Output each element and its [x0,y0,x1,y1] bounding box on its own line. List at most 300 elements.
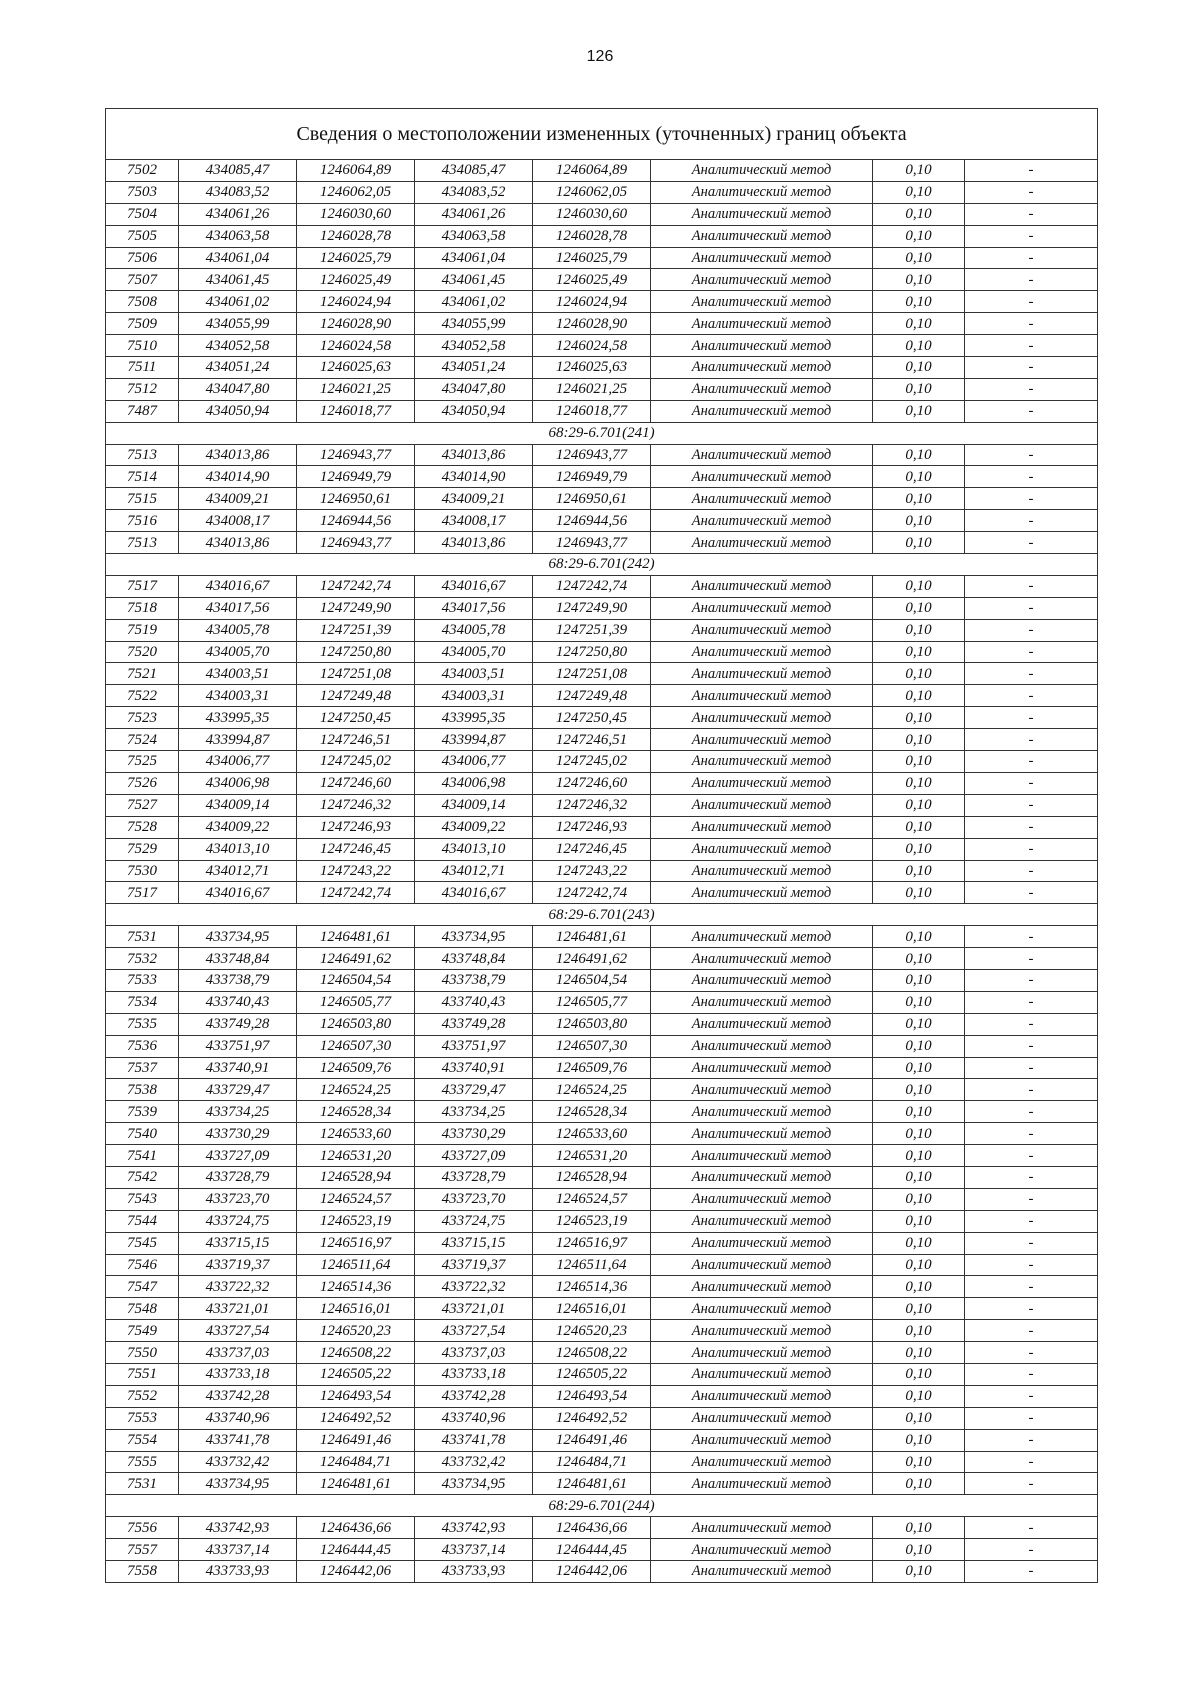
page-number: 126 [586,48,614,65]
y-new-cell: 1246484,71 [533,1451,651,1473]
table-row [106,575,1098,597]
y-old-cell: 1246024,94 [297,291,415,313]
accuracy-cell: 0,10 [873,1210,965,1232]
y-new-cell: 1246509,76 [533,1057,651,1079]
method-cell: Аналитический метод [651,707,873,729]
method-cell: Аналитический метод [651,685,873,707]
method-cell: Аналитический метод [651,663,873,685]
method-cell: Аналитический метод [651,488,873,510]
accuracy-cell: 0,10 [873,378,965,400]
accuracy-cell: 0,10 [873,1145,965,1167]
method-cell: Аналитический метод [651,181,873,203]
y-old-cell: 1246436,66 [297,1517,415,1539]
y-new-cell: 1246028,90 [533,313,651,335]
note-cell: - [965,816,1098,838]
accuracy-cell: 0,10 [873,291,965,313]
group-header-row [106,1495,1098,1517]
note-cell: - [965,269,1098,291]
method-cell: Аналитический метод [651,291,873,313]
point-number-cell: 7513 [106,444,179,466]
table-row [106,1232,1098,1254]
note-cell: - [965,729,1098,751]
accuracy-cell: 0,10 [873,181,965,203]
point-number-cell: 7556 [106,1517,179,1539]
note-cell: - [965,1276,1098,1298]
table-row [106,1429,1098,1451]
x-new-cell: 433719,37 [415,1254,533,1276]
accuracy-cell: 0,10 [873,510,965,532]
point-number-cell: 7517 [106,575,179,597]
x-new-cell: 433733,93 [415,1561,533,1583]
note-cell: - [965,1561,1098,1583]
y-old-cell: 1246524,57 [297,1188,415,1210]
y-old-cell: 1247245,02 [297,751,415,773]
x-new-cell: 434008,17 [415,510,533,532]
accuracy-cell: 0,10 [873,1123,965,1145]
y-old-cell: 1246028,78 [297,225,415,247]
table-row [106,882,1098,904]
x-new-cell: 433724,75 [415,1210,533,1232]
accuracy-cell: 0,10 [873,772,965,794]
x-old-cell: 433734,25 [179,1101,297,1123]
group-label: 68:29-6.701(243) [106,904,1098,926]
accuracy-cell: 0,10 [873,1232,965,1254]
table-row [106,641,1098,663]
y-new-cell: 1247246,93 [533,816,651,838]
point-number-cell: 7502 [106,160,179,182]
note-cell: - [965,838,1098,860]
x-new-cell: 433734,95 [415,926,533,948]
x-new-cell: 434009,21 [415,488,533,510]
method-cell: Аналитический метод [651,1363,873,1385]
y-old-cell: 1246509,76 [297,1057,415,1079]
method-cell: Аналитический метод [651,357,873,379]
y-new-cell: 1247246,32 [533,794,651,816]
note-cell: - [965,772,1098,794]
y-new-cell: 1246943,77 [533,444,651,466]
y-old-cell: 1246950,61 [297,488,415,510]
note-cell: - [965,335,1098,357]
x-old-cell: 434006,77 [179,751,297,773]
point-number-cell: 7507 [106,269,179,291]
y-new-cell: 1246516,97 [533,1232,651,1254]
method-cell: Аналитический метод [651,378,873,400]
accuracy-cell: 0,10 [873,882,965,904]
x-old-cell: 433740,96 [179,1407,297,1429]
accuracy-cell: 0,10 [873,969,965,991]
y-old-cell: 1246507,30 [297,1035,415,1057]
x-new-cell: 434047,80 [415,378,533,400]
y-new-cell: 1246504,54 [533,969,651,991]
x-new-cell: 433741,78 [415,1429,533,1451]
x-old-cell: 434016,67 [179,575,297,597]
y-new-cell: 1247246,60 [533,772,651,794]
y-old-cell: 1247243,22 [297,860,415,882]
y-new-cell: 1246531,20 [533,1145,651,1167]
table-row [106,247,1098,269]
accuracy-cell: 0,10 [873,860,965,882]
point-number-cell: 7523 [106,707,179,729]
accuracy-cell: 0,10 [873,444,965,466]
accuracy-cell: 0,10 [873,597,965,619]
x-old-cell: 433728,79 [179,1166,297,1188]
table-row [106,225,1098,247]
point-number-cell: 7505 [106,225,179,247]
method-cell: Аналитический метод [651,225,873,247]
note-cell: - [965,575,1098,597]
y-new-cell: 1246021,25 [533,378,651,400]
method-cell: Аналитический метод [651,816,873,838]
point-number-cell: 7514 [106,466,179,488]
point-number-cell: 7553 [106,1407,179,1429]
table-row [106,1166,1098,1188]
point-number-cell: 7546 [106,1254,179,1276]
y-new-cell: 1247250,45 [533,707,651,729]
method-cell: Аналитический метод [651,597,873,619]
point-number-cell: 7520 [106,641,179,663]
y-old-cell: 1246503,80 [297,1013,415,1035]
x-new-cell: 434061,26 [415,203,533,225]
method-cell: Аналитический метод [651,1232,873,1254]
y-new-cell: 1246493,54 [533,1385,651,1407]
accuracy-cell: 0,10 [873,838,965,860]
y-old-cell: 1247242,74 [297,575,415,597]
y-new-cell: 1247242,74 [533,882,651,904]
point-number-cell: 7525 [106,751,179,773]
y-new-cell: 1247246,51 [533,729,651,751]
note-cell: - [965,685,1098,707]
x-old-cell: 434003,51 [179,663,297,685]
note-cell: - [965,1057,1098,1079]
point-number-cell: 7548 [106,1298,179,1320]
note-cell: - [965,1429,1098,1451]
y-old-cell: 1246442,06 [297,1561,415,1583]
point-number-cell: 7517 [106,882,179,904]
x-old-cell: 433748,84 [179,948,297,970]
accuracy-cell: 0,10 [873,575,965,597]
x-new-cell: 433751,97 [415,1035,533,1057]
table-row [106,466,1098,488]
x-old-cell: 433742,93 [179,1517,297,1539]
method-cell: Аналитический метод [651,1210,873,1232]
note-cell: - [965,1298,1098,1320]
y-new-cell: 1247250,80 [533,641,651,663]
x-old-cell: 433995,35 [179,707,297,729]
table-body [106,160,1098,1583]
accuracy-cell: 0,10 [873,707,965,729]
x-new-cell: 433742,28 [415,1385,533,1407]
x-old-cell: 433751,97 [179,1035,297,1057]
y-old-cell: 1246481,61 [297,926,415,948]
point-number-cell: 7534 [106,991,179,1013]
y-old-cell: 1247249,90 [297,597,415,619]
y-old-cell: 1247250,45 [297,707,415,729]
table-title: Сведения о местоположении измененных (уточненных) границ объекта [106,109,1098,160]
accuracy-cell: 0,10 [873,1517,965,1539]
table-row [106,1385,1098,1407]
method-cell: Аналитический метод [651,1101,873,1123]
y-old-cell: 1247246,32 [297,794,415,816]
note-cell: - [965,619,1098,641]
y-old-cell: 1246021,25 [297,378,415,400]
method-cell: Аналитический метод [651,1385,873,1407]
x-new-cell: 433733,18 [415,1363,533,1385]
accuracy-cell: 0,10 [873,991,965,1013]
table-row [106,816,1098,838]
y-old-cell: 1246533,60 [297,1123,415,1145]
point-number-cell: 7542 [106,1166,179,1188]
accuracy-cell: 0,10 [873,1013,965,1035]
x-old-cell: 434083,52 [179,181,297,203]
note-cell: - [965,400,1098,422]
note-cell: - [965,1254,1098,1276]
x-old-cell: 433732,42 [179,1451,297,1473]
y-old-cell: 1246030,60 [297,203,415,225]
point-number-cell: 7543 [106,1188,179,1210]
table-row [106,860,1098,882]
x-old-cell: 434012,71 [179,860,297,882]
table-row [106,1342,1098,1364]
x-old-cell: 434061,02 [179,291,297,313]
x-new-cell: 433729,47 [415,1079,533,1101]
x-old-cell: 433719,37 [179,1254,297,1276]
x-new-cell: 434014,90 [415,466,533,488]
y-new-cell: 1246528,34 [533,1101,651,1123]
note-cell: - [965,1342,1098,1364]
note-cell: - [965,1385,1098,1407]
note-cell: - [965,1101,1098,1123]
method-cell: Аналитический метод [651,532,873,554]
table-row [106,160,1098,182]
y-new-cell: 1246491,62 [533,948,651,970]
y-old-cell: 1247246,93 [297,816,415,838]
y-new-cell: 1247246,45 [533,838,651,860]
method-cell: Аналитический метод [651,1539,873,1561]
x-new-cell: 433730,29 [415,1123,533,1145]
point-number-cell: 7532 [106,948,179,970]
table-row [106,991,1098,1013]
method-cell: Аналитический метод [651,466,873,488]
table-row [106,291,1098,313]
accuracy-cell: 0,10 [873,816,965,838]
note-cell: - [965,991,1098,1013]
y-new-cell: 1246025,63 [533,357,651,379]
table-row [106,357,1098,379]
method-cell: Аналитический метод [651,1407,873,1429]
point-number-cell: 7503 [106,181,179,203]
x-old-cell: 434017,56 [179,597,297,619]
y-old-cell: 1246944,56 [297,510,415,532]
y-new-cell: 1246950,61 [533,488,651,510]
method-cell: Аналитический метод [651,1079,873,1101]
point-number-cell: 7515 [106,488,179,510]
y-new-cell: 1246481,61 [533,1473,651,1495]
method-cell: Аналитический метод [651,1013,873,1035]
note-cell: - [965,181,1098,203]
x-old-cell: 433994,87 [179,729,297,751]
y-old-cell: 1246516,97 [297,1232,415,1254]
x-old-cell: 434014,90 [179,466,297,488]
note-cell: - [965,860,1098,882]
y-new-cell: 1247245,02 [533,751,651,773]
accuracy-cell: 0,10 [873,948,965,970]
table-row [106,313,1098,335]
table-row [106,444,1098,466]
point-number-cell: 7535 [106,1013,179,1035]
note-cell: - [965,1166,1098,1188]
table-row [106,1561,1098,1583]
note-cell: - [965,1407,1098,1429]
accuracy-cell: 0,10 [873,1407,965,1429]
x-new-cell: 433740,43 [415,991,533,1013]
y-new-cell: 1246024,94 [533,291,651,313]
note-cell: - [965,794,1098,816]
y-old-cell: 1246025,79 [297,247,415,269]
x-new-cell: 433738,79 [415,969,533,991]
x-old-cell: 434005,70 [179,641,297,663]
table-row [106,532,1098,554]
y-new-cell: 1246491,46 [533,1429,651,1451]
x-new-cell: 433742,93 [415,1517,533,1539]
table-row [106,1035,1098,1057]
x-new-cell: 434006,77 [415,751,533,773]
table-row [106,1298,1098,1320]
method-cell: Аналитический метод [651,948,873,970]
method-cell: Аналитический метод [651,1188,873,1210]
x-old-cell: 434003,31 [179,685,297,707]
method-cell: Аналитический метод [651,1035,873,1057]
method-cell: Аналитический метод [651,882,873,904]
point-number-cell: 7504 [106,203,179,225]
x-new-cell: 434055,99 [415,313,533,335]
table-row [106,269,1098,291]
method-cell: Аналитический метод [651,1473,873,1495]
x-old-cell: 434009,14 [179,794,297,816]
method-cell: Аналитический метод [651,619,873,641]
x-old-cell: 433741,78 [179,1429,297,1451]
accuracy-cell: 0,10 [873,247,965,269]
table-row [106,1407,1098,1429]
x-old-cell: 434061,45 [179,269,297,291]
group-header-row [106,904,1098,926]
y-new-cell: 1246523,19 [533,1210,651,1232]
x-new-cell: 433995,35 [415,707,533,729]
x-old-cell: 433715,15 [179,1232,297,1254]
y-new-cell: 1246503,80 [533,1013,651,1035]
y-old-cell: 1246491,62 [297,948,415,970]
x-old-cell: 434050,94 [179,400,297,422]
note-cell: - [965,1013,1098,1035]
point-number-cell: 7487 [106,400,179,422]
table-row [106,181,1098,203]
method-cell: Аналитический метод [651,160,873,182]
x-old-cell: 434061,04 [179,247,297,269]
y-new-cell: 1247243,22 [533,860,651,882]
y-new-cell: 1246944,56 [533,510,651,532]
y-old-cell: 1246508,22 [297,1342,415,1364]
accuracy-cell: 0,10 [873,1101,965,1123]
note-cell: - [965,160,1098,182]
method-cell: Аналитический метод [651,1057,873,1079]
table-row [106,1276,1098,1298]
note-cell: - [965,1232,1098,1254]
x-new-cell: 434012,71 [415,860,533,882]
method-cell: Аналитический метод [651,1166,873,1188]
x-new-cell: 434016,67 [415,882,533,904]
point-number-cell: 7531 [106,926,179,948]
y-new-cell: 1246514,36 [533,1276,651,1298]
y-old-cell: 1246018,77 [297,400,415,422]
table-row [106,1210,1098,1232]
accuracy-cell: 0,10 [873,1473,965,1495]
table-row [106,751,1098,773]
x-old-cell: 434013,10 [179,838,297,860]
point-number-cell: 7555 [106,1451,179,1473]
x-new-cell: 433727,09 [415,1145,533,1167]
y-old-cell: 1246523,19 [297,1210,415,1232]
method-cell: Аналитический метод [651,1429,873,1451]
x-old-cell: 434013,86 [179,532,297,554]
point-number-cell: 7531 [106,1473,179,1495]
y-old-cell: 1246528,34 [297,1101,415,1123]
note-cell: - [965,597,1098,619]
point-number-cell: 7551 [106,1363,179,1385]
method-cell: Аналитический метод [651,510,873,532]
accuracy-cell: 0,10 [873,619,965,641]
y-new-cell: 1246520,23 [533,1320,651,1342]
x-new-cell: 434061,45 [415,269,533,291]
accuracy-cell: 0,10 [873,466,965,488]
method-cell: Аналитический метод [651,1451,873,1473]
table-row [106,1320,1098,1342]
x-new-cell: 433994,87 [415,729,533,751]
accuracy-cell: 0,10 [873,663,965,685]
y-old-cell: 1247246,60 [297,772,415,794]
accuracy-cell: 0,10 [873,203,965,225]
table-row [106,1079,1098,1101]
table-row [106,1517,1098,1539]
table-row [106,926,1098,948]
note-cell: - [965,1451,1098,1473]
method-cell: Аналитический метод [651,751,873,773]
accuracy-cell: 0,10 [873,1429,965,1451]
y-old-cell: 1246062,05 [297,181,415,203]
method-cell: Аналитический метод [651,1145,873,1167]
table-row [106,729,1098,751]
x-new-cell: 433723,70 [415,1188,533,1210]
x-new-cell: 433721,01 [415,1298,533,1320]
x-old-cell: 434016,67 [179,882,297,904]
accuracy-cell: 0,10 [873,641,965,663]
table-row [106,203,1098,225]
y-new-cell: 1246025,49 [533,269,651,291]
method-cell: Аналитический метод [651,1123,873,1145]
method-cell: Аналитический метод [651,794,873,816]
point-number-cell: 7558 [106,1561,179,1583]
note-cell: - [965,926,1098,948]
x-old-cell: 433724,75 [179,1210,297,1232]
y-old-cell: 1247251,39 [297,619,415,641]
point-number-cell: 7506 [106,247,179,269]
x-new-cell: 434017,56 [415,597,533,619]
method-cell: Аналитический метод [651,729,873,751]
x-new-cell: 434009,22 [415,816,533,838]
y-old-cell: 1247251,08 [297,663,415,685]
note-cell: - [965,1320,1098,1342]
point-number-cell: 7526 [106,772,179,794]
accuracy-cell: 0,10 [873,1363,965,1385]
x-old-cell: 434085,47 [179,160,297,182]
